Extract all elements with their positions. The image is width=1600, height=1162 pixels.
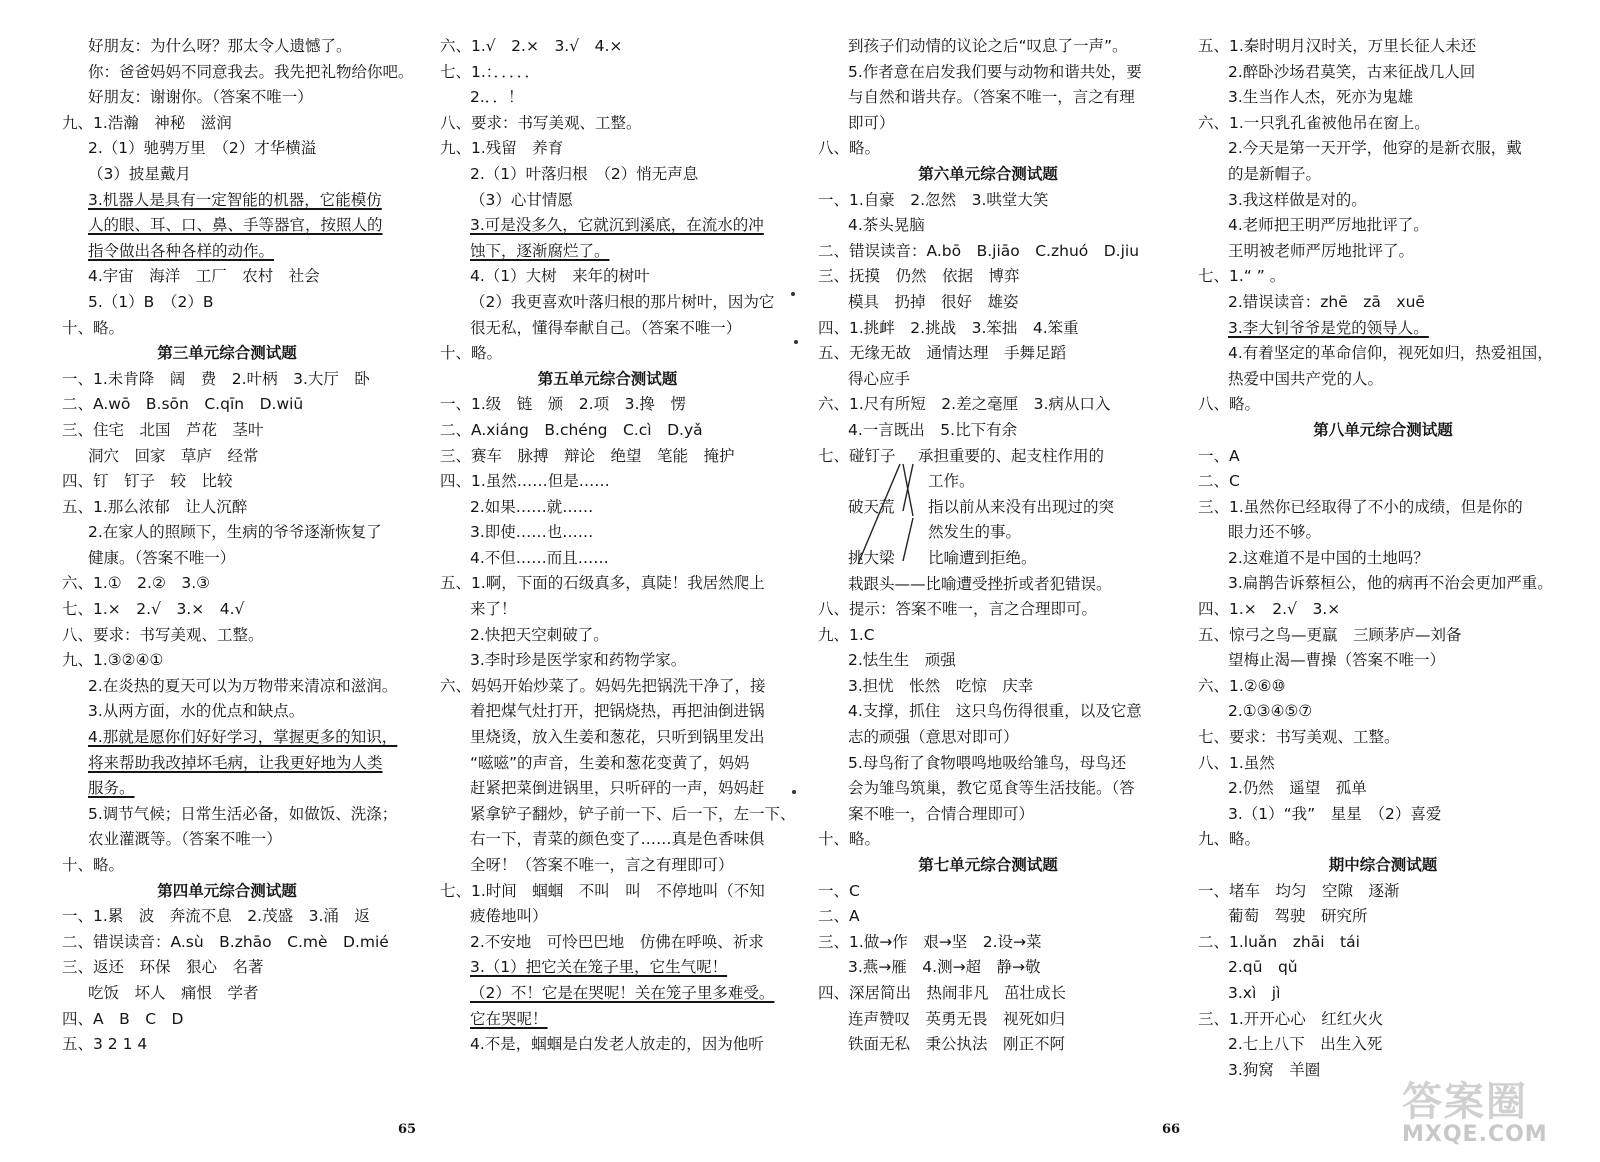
text-line: 九、1.③②④① (62, 651, 164, 670)
text-line: 3.我这样做是对的。 (1228, 190, 1367, 209)
text-line: 5.调节气候；日常生活必备，如做饭、洗涤； (88, 804, 398, 823)
text-line: 一、C (818, 881, 860, 900)
text-line: 九、略。 (1198, 830, 1261, 849)
text-line: 5.作者意在启发我们要与动物和谐共处，要 (848, 62, 1142, 81)
page-number-left: 65 (398, 1122, 417, 1137)
text-line: 3.李时珍是医学家和药物学家。 (470, 651, 687, 670)
text-line: 你：爸爸妈妈不同意我去。我先把礼物给你吧。 (88, 62, 414, 81)
text-line: 与自然和谐共存。（答案不唯一，言之有理 (848, 88, 1135, 107)
text-line: 2.不安地 可怜巴巴地 仿佛在呼唤、祈求 (470, 932, 764, 951)
text-line: 3.李大钊爷爷是党的领导人。 (1228, 318, 1429, 337)
text-line: 栽跟头——比喻遭受挫折或者犯错误。 (848, 574, 1112, 593)
text-line: 2.今天是第一天开学，他穿的是新衣服，戴 (1228, 139, 1522, 158)
page-number-right: 66 (1162, 1122, 1181, 1137)
match-right-1: 承担重要的、起支柱作用的 (918, 446, 1105, 465)
text-line: 一、1.级 链 颁 2.项 3.搀 愣 (440, 395, 686, 414)
text-line: 五、1.那么浓郁 让人沉醉 (62, 497, 248, 516)
scan-dot (792, 790, 796, 794)
match-right-2: 指以前从来没有出现过的突 (928, 497, 1115, 516)
text-line: 五、无缘无故 通情达理 手舞足蹈 (818, 344, 1067, 363)
text-line: 5.（1）B （2）B (88, 292, 214, 311)
text-line: 3.可是没多久，它就沉到溪底，在流水的冲 (470, 216, 764, 235)
text-line: 模具 扔掉 很好 雄姿 (848, 292, 1019, 311)
text-line: 七、1.时间 蝈蝈 不叫 叫 不停地叫（不知 (440, 881, 765, 900)
match-left-2: 破天荒 (848, 497, 895, 516)
text-line: 2.．．！ (470, 88, 524, 107)
text-line: 2.qū qǔ (1228, 958, 1298, 977)
text-line: 十、略。 (440, 344, 503, 363)
text-line: 2.在家人的照顾下，生病的爷爷逐渐恢复了 (88, 523, 382, 542)
text-line: 2.（1）叶落归根 （2）悄无声息 (470, 164, 699, 183)
text-line: 里烧烫，放入生姜和葱花，只听到锅里发出 (470, 728, 765, 747)
text-line: 2.七上八下 出生入死 (1228, 1035, 1383, 1054)
text-line: 七、1.：．．．．． (440, 62, 541, 81)
text-line: 即可） (848, 113, 895, 132)
text-line: 一、A (1198, 446, 1240, 465)
text-line: 好朋友：谢谢你。（答案不唯一） (88, 88, 313, 107)
text-line: 4.宇宙 海洋 工厂 农村 社会 (88, 267, 320, 286)
column-1 (62, 34, 414, 1058)
match-left-1: 七、碰钉子 (818, 446, 896, 465)
text-line: 八、提示：答案不唯一，言之合理即可。 (818, 600, 1098, 619)
text-line: 3.从两方面，水的优点和缺点。 (88, 702, 305, 721)
text-line: 四、钉 钉子 较 比较 (62, 472, 233, 491)
watermark-url: MXQE.COM (1402, 1122, 1548, 1147)
text-line: 3.燕→雁 4.测→超 静→敬 (848, 958, 1041, 977)
text-line: 4.那就是愿你们好好学习，掌握更多的知识， (88, 728, 398, 747)
text-line: 3.生当作人杰，死亦为鬼雄 (1228, 88, 1414, 107)
text-line: 铁面无私 秉公执法 刚正不阿 (848, 1035, 1066, 1054)
text-line: 四、A B C D (62, 1009, 184, 1028)
section-heading: 期中综合测试题 (1328, 856, 1438, 874)
text-line: 3.扁鹊告诉蔡桓公，他的病再不治会更加严重。 (1228, 574, 1553, 593)
text-line: 2.仍然 遥望 孤单 (1228, 779, 1367, 798)
match-line (903, 518, 913, 561)
text-line: 健康。（答案不唯一） (88, 548, 236, 567)
text-line: 3.狗窝 羊圈 (1228, 1060, 1321, 1079)
text-line: 一、1.自豪 2.忽然 3.哄堂大笑 (818, 190, 1049, 209)
text-line: 七、1.“ ” 。 (1198, 267, 1286, 286)
text-line: 热爱中国共产党的人。 (1228, 369, 1384, 388)
text-line: 蚀下，逐渐腐烂了。 (470, 241, 610, 260)
text-line: 服务。 (88, 779, 135, 798)
text-line: 三、1.开开心心 红红火火 (1198, 1009, 1384, 1028)
text-line: 五、1.啊，下面的石级真多，真陡！我居然爬上 (440, 574, 765, 593)
text-line: 八、1.虽然 (1198, 753, 1275, 772)
text-line: （3）披星戴月 (88, 164, 191, 183)
text-line: 十、略。 (818, 830, 881, 849)
text-line: 来了！ (470, 600, 517, 619)
text-line: 二、A.xiáng B.chéng C.cì D.yǎ (440, 420, 703, 439)
text-line: “嗞嗞”的声音，生姜和葱花变黄了，妈妈 (470, 753, 750, 772)
text-line: 三、赛车 脉搏 辩论 绝望 笔能 掩护 (440, 446, 735, 465)
text-line: 2.（1）驰骋万里 （2）才华横溢 (88, 139, 317, 158)
text-line: 紧拿铲子翻炒，铲子前一下、后一下，左一下、 (470, 804, 796, 823)
text-line: 六、妈妈开始炒菜了。妈妈先把锅洗干净了，接 (440, 676, 766, 695)
text-line: 4.一言既出 5.比下有余 (848, 420, 1018, 439)
text-line: 望梅止渴—曹操（答案不唯一） (1228, 651, 1446, 670)
text-line: 四、1.挑衅 2.挑战 3.笨拙 4.笨重 (818, 318, 1079, 337)
section-heading: 第四单元综合测试题 (157, 881, 297, 900)
text-line: 六、1.√ 2.× 3.√ 4.× (440, 37, 623, 55)
text-line: 二、错误读音：A.sù B.zhāo C.mè D.mié (62, 932, 389, 951)
match-right-2-cont: 然发生的事。 (928, 523, 1022, 542)
text-line: 六、1.一只乳孔雀被他吊在窗上。 (1198, 113, 1430, 132)
text-line: 五、惊弓之鸟—更羸 三顾茅庐—刘备 (1198, 625, 1462, 644)
text-line: 十、略。 (62, 318, 125, 337)
text-line: 疲倦地叫） (470, 907, 548, 926)
text-line: 吃饭 坏人 痛恨 学者 (88, 983, 259, 1002)
text-line: 六、1.尺有所短 2.差之毫厘 3.病从口入 (818, 395, 1111, 414)
text-line: 二、C (1198, 472, 1240, 491)
text-line: （2）我更喜欢叶落归根的那片树叶，因为它 (470, 292, 775, 311)
text-line: 二、A (818, 907, 860, 926)
text-line: 2.怯生生 顽强 (848, 651, 956, 670)
text-line: 指令做出各种各样的动作。 (88, 241, 275, 260)
text-line: 八、略。 (818, 139, 881, 158)
section-heading: 第七单元综合测试题 (918, 856, 1058, 875)
text-line: 案不唯一，合情合理即可） (848, 804, 1035, 823)
text-line: 2.错误读音：zhē zā xuē (1228, 292, 1425, 311)
text-line: 着把煤气灶打开，把锅烧热，再把油倒进锅 (470, 702, 765, 721)
text-line: 八、要求：书写美观、工整。 (62, 625, 264, 644)
text-line: 十、略。 (62, 856, 125, 874)
text-line: 六、1.②⑥⑩ (1198, 676, 1286, 695)
text-line: 2.在炎热的夏天可以为万物带来清凉和滋润。 (88, 676, 398, 695)
text-line: 4.不但……而且…… (470, 548, 609, 567)
match-right-1-cont: 工作。 (928, 472, 975, 491)
text-line: 洞穴 回家 草庐 经常 (88, 446, 259, 465)
text-line: 4.不是，蝈蝈是白发老人放走的，因为他听 (470, 1035, 764, 1054)
text-line: 一、1.累 波 奔流不息 2.茂盛 3.涌 返 (62, 907, 370, 926)
text-line: 葡萄 驾驶 研究所 (1228, 907, 1368, 926)
column-2 (440, 34, 796, 1058)
section-heading: 第八单元综合测试题 (1313, 420, 1453, 439)
text-line: 眼力还不够。 (1228, 523, 1322, 542)
text-line: 二、错误读音：A.bō B.jiāo C.zhuó D.jiu (818, 241, 1140, 260)
text-line: 3.机器人是具有一定智能的机器，它能模仿 (88, 190, 382, 209)
text-line: 到孩子们动情的议论之后“叹息了一声”。 (848, 37, 1128, 55)
text-line: 2.如果……就…… (470, 497, 594, 516)
text-line: 连声赞叹 英勇无畏 视死如归 (848, 1009, 1066, 1028)
matching-lines (838, 456, 918, 566)
text-line: 三、1.虽然你已经取得了不小的成绩，但是你的 (1198, 497, 1523, 516)
section-heading: 第六单元综合测试题 (918, 164, 1058, 183)
text-line: 一、1.未肯降 阔 费 2.叶柄 3.大厅 卧 (62, 369, 370, 388)
text-line: 得心应手 (848, 369, 911, 388)
text-line: 2.醉卧沙场君莫笑，古来征战几人回 (1228, 62, 1476, 81)
text-line: 很无私，懂得奉献自己。（答案不唯一） (470, 318, 742, 337)
text-line: 王明被老师严厉地批评了。 (1228, 241, 1415, 260)
text-line: 4.茶头晃脑 (848, 216, 925, 235)
text-line: 2.这难道不是中国的土地吗？ (1228, 548, 1429, 567)
text-line: 志的顽强（意思对即可） (848, 728, 1019, 747)
text-line: 七、要求：书写美观、工整。 (1198, 728, 1400, 747)
text-line: （3）心甘情愿 (470, 190, 573, 209)
watermark-title: 答案圈 (1402, 1079, 1528, 1125)
text-line: 九、1.C (818, 625, 875, 644)
match-right-3: 比喻遭到拒绝。 (928, 548, 1037, 567)
text-line: 七、1.× 2.√ 3.× 4.√ (62, 600, 245, 619)
text-line: 全呀！（答案不唯一，言之有理即可） (470, 856, 734, 874)
text-line: 三、返还 环保 狠心 名著 (62, 958, 264, 977)
text-line: 二、1.luǎn zhāi tái (1198, 932, 1360, 951)
text-line: 5.母鸟衔了食物喂鸣地吸给雏鸟，母鸟还 (848, 753, 1127, 772)
text-line: 九、1.残留 养育 (440, 139, 564, 158)
text-line: 六、1.① 2.② 3.③ (62, 574, 211, 593)
text-line: 它在哭呢！ (470, 1009, 548, 1028)
text-line: 五、1.秦时明月汉时关，万里长征人未还 (1198, 37, 1477, 55)
text-line: 九、1.浩瀚 神秘 滋润 (62, 113, 232, 132)
watermark-logo (1402, 1079, 1564, 1154)
text-line: 4.老师把王明严厉地批评了。 (1228, 216, 1429, 235)
text-line: 2.①③④⑤⑦ (1228, 702, 1313, 721)
text-line: 八、要求：书写美观、工整。 (440, 113, 642, 132)
text-line: 好朋友：为什么呀？那太令人遗憾了。 (88, 37, 352, 55)
text-line: 人的眼、耳、口、鼻、手等器官，按照人的 (88, 216, 383, 235)
column-4 (1198, 34, 1568, 1083)
section-heading: 第三单元综合测试题 (157, 344, 297, 363)
text-line: 4.支撑，抓住 这只鸟伤得很重，以及它意 (848, 702, 1142, 721)
text-line: 赶紧把菜倒进锅里，只听砰的一声，妈妈赶 (470, 779, 765, 798)
text-line: （2）不！它是在哭呢！关在笼子里多难受。 (470, 983, 775, 1002)
text-line: 3.（1）“我” 星星 （2）喜爱 (1228, 804, 1442, 823)
text-line: 3.（1）把它关在笼子里，它生气呢！ (470, 958, 728, 977)
match-left-3: 挑大梁 (848, 548, 895, 567)
text-line: 八、略。 (1198, 395, 1261, 414)
text-line: 将来帮助我改掉坏毛病，让我更好地为人类 (88, 753, 383, 772)
text-line: 右一下，青菜的颜色变了……真是色香味俱 (470, 830, 765, 849)
text-line: 会为雏鸟筑巢，教它觅食等生活技能。（答 (848, 779, 1135, 798)
text-line: 的是新帽子。 (1228, 164, 1322, 183)
text-line: 一、堵车 均匀 空隙 逐渐 (1198, 881, 1400, 900)
section-heading: 第五单元综合测试题 (537, 369, 678, 388)
text-line: 三、抚摸 仍然 依据 博弈 (818, 267, 1020, 286)
text-line: 4.有着坚定的革命信仰，视死如归，热爱祖国， (1228, 344, 1553, 363)
scan-dot (791, 292, 795, 296)
text-line: 3.即使……也…… (470, 523, 594, 542)
text-line: 3.担忧 怅然 吃惊 庆幸 (848, 676, 1034, 695)
scan-dot (794, 340, 798, 344)
text-line: 二、A.wō B.sōn C.qīn D.wiū (62, 395, 304, 414)
text-line: 3.xì jì (1228, 983, 1281, 1002)
match-line (858, 464, 900, 564)
text-line: 农业灌溉等。（答案不唯一） (88, 830, 282, 849)
text-line: 4.（1）大树 来年的树叶 (470, 267, 650, 286)
text-line: 四、1.× 2.√ 3.× (1198, 600, 1341, 619)
text-line: 三、1.做→作 艰→坚 2.设→菜 (818, 932, 1042, 951)
text-line: 四、1.虽然……但是…… (440, 472, 610, 491)
text-line: 2.快把天空刺破了。 (470, 625, 609, 644)
text-line: 五、3 2 1 4 (62, 1035, 148, 1054)
text-line: 三、住宅 北国 芦花 茎叶 (62, 420, 264, 439)
text-line: 四、深居简出 热闹非凡 茁壮成长 (818, 984, 1067, 1002)
